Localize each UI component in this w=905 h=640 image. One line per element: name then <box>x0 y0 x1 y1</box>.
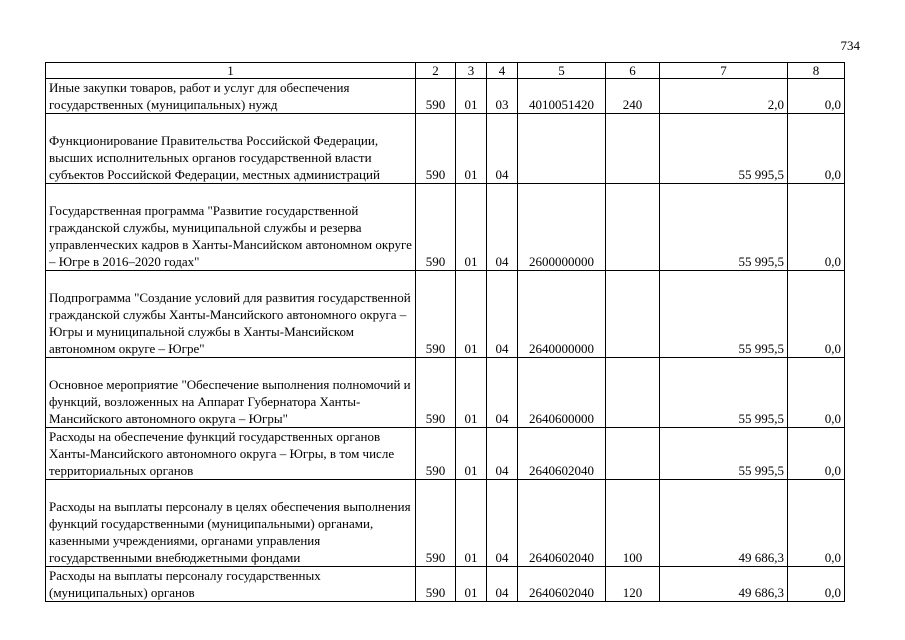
cell-code: 590 <box>416 184 456 271</box>
table-row <box>46 480 845 567</box>
table-row <box>46 358 845 428</box>
cell-expense-type <box>606 428 660 480</box>
cell-expense-type: 120 <box>606 567 660 602</box>
row-name: Подпрограмма "Создание условий для развития государственной гражданской службы Ханты-Мансийского автономного округа – Югры и муниципальной службы в Ханты-Мансийском автономном округе – Югре" <box>46 271 416 358</box>
cell-code: 590 <box>416 271 456 358</box>
cell-code: 590 <box>416 79 456 114</box>
cell-subsection: 04 <box>487 184 518 271</box>
cell-amount-2: 0,0 <box>788 79 845 114</box>
column-header: 5 <box>518 63 606 79</box>
column-header: 6 <box>606 63 660 79</box>
cell-amount-2: 0,0 <box>788 358 845 428</box>
cell-target: 2640602040 <box>518 428 606 480</box>
cell-amount-2: 0,0 <box>788 480 845 567</box>
cell-expense-type <box>606 271 660 358</box>
cell-target <box>518 114 606 184</box>
cell-subsection: 03 <box>487 79 518 114</box>
cell-expense-type <box>606 114 660 184</box>
cell-section: 01 <box>456 428 487 480</box>
table-row <box>46 184 845 271</box>
cell-section: 01 <box>456 184 487 271</box>
cell-section: 01 <box>456 358 487 428</box>
row-name: Расходы на выплаты персоналу в целях обеспечения выполнения функций государственными (муниципальными) органами, казенными учреждениями, органами управления государственными внебюджетными фондами <box>46 480 416 567</box>
row-name: Основное мероприятие "Обеспечение выполнения полномочий и функций, возложенных на Аппарат Губернатора Ханты-Мансийского автономного округа – Югры" <box>46 358 416 428</box>
cell-expense-type <box>606 358 660 428</box>
cell-amount: 49 686,3 <box>660 480 788 567</box>
cell-code: 590 <box>416 480 456 567</box>
table-row <box>46 79 845 114</box>
table-row <box>46 567 845 602</box>
cell-target: 2600000000 <box>518 184 606 271</box>
cell-target: 2640602040 <box>518 480 606 567</box>
row-name: Расходы на выплаты персоналу государственных (муниципальных) органов <box>46 567 416 602</box>
row-name: Расходы на обеспечение функций государственных органов Ханты-Мансийского автономного округа – Югры, в том числе территориальных органов <box>46 428 416 480</box>
cell-amount-2: 0,0 <box>788 428 845 480</box>
cell-subsection: 04 <box>487 428 518 480</box>
cell-code: 590 <box>416 114 456 184</box>
budget-table <box>45 62 845 602</box>
column-header: 3 <box>456 63 487 79</box>
column-header: 7 <box>660 63 788 79</box>
column-header: 8 <box>788 63 845 79</box>
cell-target: 2640600000 <box>518 358 606 428</box>
row-name: Государственная программа "Развитие государственной гражданской службы, муниципальной службы и резерва управленческих кадров в Ханты-Мансийском автономном округе – Югре в 2016–2020 годах" <box>46 184 416 271</box>
cell-code: 590 <box>416 428 456 480</box>
cell-amount-2: 0,0 <box>788 567 845 602</box>
cell-section: 01 <box>456 480 487 567</box>
cell-section: 01 <box>456 567 487 602</box>
cell-amount: 2,0 <box>660 79 788 114</box>
cell-subsection: 04 <box>487 114 518 184</box>
cell-amount-2: 0,0 <box>788 184 845 271</box>
cell-expense-type: 100 <box>606 480 660 567</box>
header-row <box>46 63 845 79</box>
cell-amount: 55 995,5 <box>660 428 788 480</box>
page-number: 734 <box>840 38 860 53</box>
column-header: 2 <box>416 63 456 79</box>
cell-expense-type <box>606 184 660 271</box>
cell-target: 2640602040 <box>518 567 606 602</box>
cell-section: 01 <box>456 79 487 114</box>
cell-code: 590 <box>416 358 456 428</box>
column-header: 1 <box>46 63 416 79</box>
table-row <box>46 428 845 480</box>
cell-subsection: 04 <box>487 358 518 428</box>
table-row <box>46 114 845 184</box>
cell-subsection: 04 <box>487 271 518 358</box>
cell-amount: 55 995,5 <box>660 358 788 428</box>
cell-section: 01 <box>456 114 487 184</box>
cell-amount: 55 995,5 <box>660 184 788 271</box>
cell-code: 590 <box>416 567 456 602</box>
column-header: 4 <box>487 63 518 79</box>
cell-amount: 55 995,5 <box>660 114 788 184</box>
cell-subsection: 04 <box>487 567 518 602</box>
cell-target: 2640000000 <box>518 271 606 358</box>
table-row <box>46 271 845 358</box>
cell-amount-2: 0,0 <box>788 114 845 184</box>
cell-amount: 49 686,3 <box>660 567 788 602</box>
cell-amount-2: 0,0 <box>788 271 845 358</box>
cell-section: 01 <box>456 271 487 358</box>
cell-target: 4010051420 <box>518 79 606 114</box>
row-name: Функционирование Правительства Российской Федерации, высших исполнительных органов государственной власти субъектов Российской Федерации, местных администраций <box>46 114 416 184</box>
cell-amount: 55 995,5 <box>660 271 788 358</box>
row-name: Иные закупки товаров, работ и услуг для обеспечения государственных (муниципальных) нужд <box>46 79 416 114</box>
cell-subsection: 04 <box>487 480 518 567</box>
cell-expense-type: 240 <box>606 79 660 114</box>
